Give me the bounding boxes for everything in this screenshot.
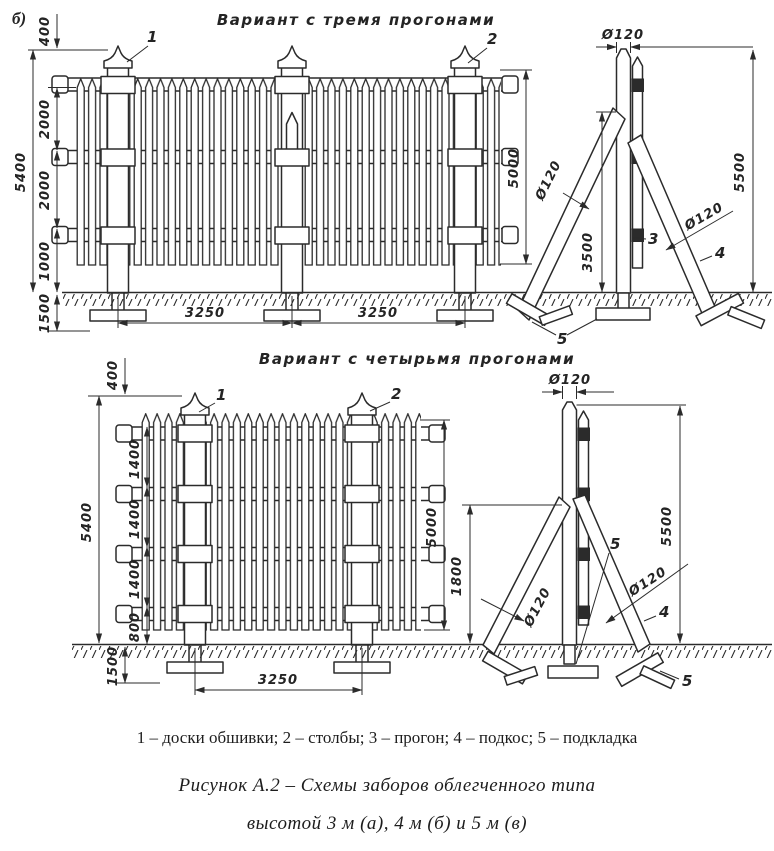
dim-3500: 3500 [581,231,596,273]
pad-center [596,308,650,320]
dim-2000a: 2000 [38,98,53,140]
dim-5000: 5000 [507,147,522,189]
dim-3250: 3250 [257,673,299,688]
callout-5: 5 [557,330,568,348]
dim-1500: 1500 [38,292,53,334]
ground-line-bottom [72,645,772,659]
callout-4: 4 [659,603,670,621]
dim-5000: 5000 [425,506,440,548]
callout-2: 2 [391,385,402,403]
rail-section [632,79,645,93]
ground-line-top [62,293,772,307]
dim-1000: 1000 [38,240,53,282]
dia-brace-left: Ø120 [532,158,565,203]
dia-brace-right: Ø120 [626,564,670,600]
dim-1400a: 1400 [128,438,143,480]
picket-boards [140,413,421,633]
rail-section [578,548,591,562]
side-view-four [483,402,675,688]
callout-3: 3 [648,230,659,248]
brace-left [483,497,570,654]
callout-5-right: 5 [682,672,693,690]
dim-3250a: 3250 [184,306,226,321]
dim-5500: 5500 [660,505,675,547]
rail-section [578,606,591,620]
callout-2: 2 [487,30,498,48]
dim-1800: 1800 [450,555,465,597]
dim-400: 400 [106,359,121,391]
top-title: Вариант с тремя прогонами [216,11,496,29]
dia-brace-right: Ø120 [682,199,727,235]
callout-4: 4 [715,244,726,262]
pad-center [548,666,598,678]
callout-1: 1 [216,386,227,404]
callout-5-mid: 5 [610,535,621,553]
variant-four-rails-drawing [72,350,772,695]
dim-800: 800 [128,611,143,643]
brace-left [518,108,625,320]
dim-5400: 5400 [14,151,29,193]
legend-line: 1 – доски обшивки; 2 – столбы; 3 – прогон; 4 – подкос; 5 – подкладка [136,728,638,747]
callout-1: 1 [147,28,158,46]
dim-3250b: 3250 [357,306,399,321]
dim-5500: 5500 [733,151,748,193]
figure-title-line2: высотой 3 м (а), 4 м (б) и 5 м (в) [246,813,528,834]
dim-5400: 5400 [80,501,95,543]
dim-1500: 1500 [106,645,121,687]
post-side [563,402,577,645]
dia-brace-left: Ø120 [521,585,555,630]
bottom-title: Вариант с четырьмя прогонами [258,350,576,368]
post-side [617,49,631,293]
figure-title-line1: Рисунок А.2 – Схемы заборов облегченного типа [178,775,596,796]
dia-post-top: Ø120 [548,373,592,388]
panel-label: б) [12,9,27,28]
dim-1400c: 1400 [128,558,143,600]
rail-section [632,229,645,243]
dim-400: 400 [38,15,53,47]
variant-three-rails-drawing [12,9,772,348]
dia-post-top: Ø120 [601,28,645,43]
rail-section [578,428,591,442]
dim-2000b: 2000 [38,169,53,211]
dim-1400b: 1400 [128,498,143,540]
